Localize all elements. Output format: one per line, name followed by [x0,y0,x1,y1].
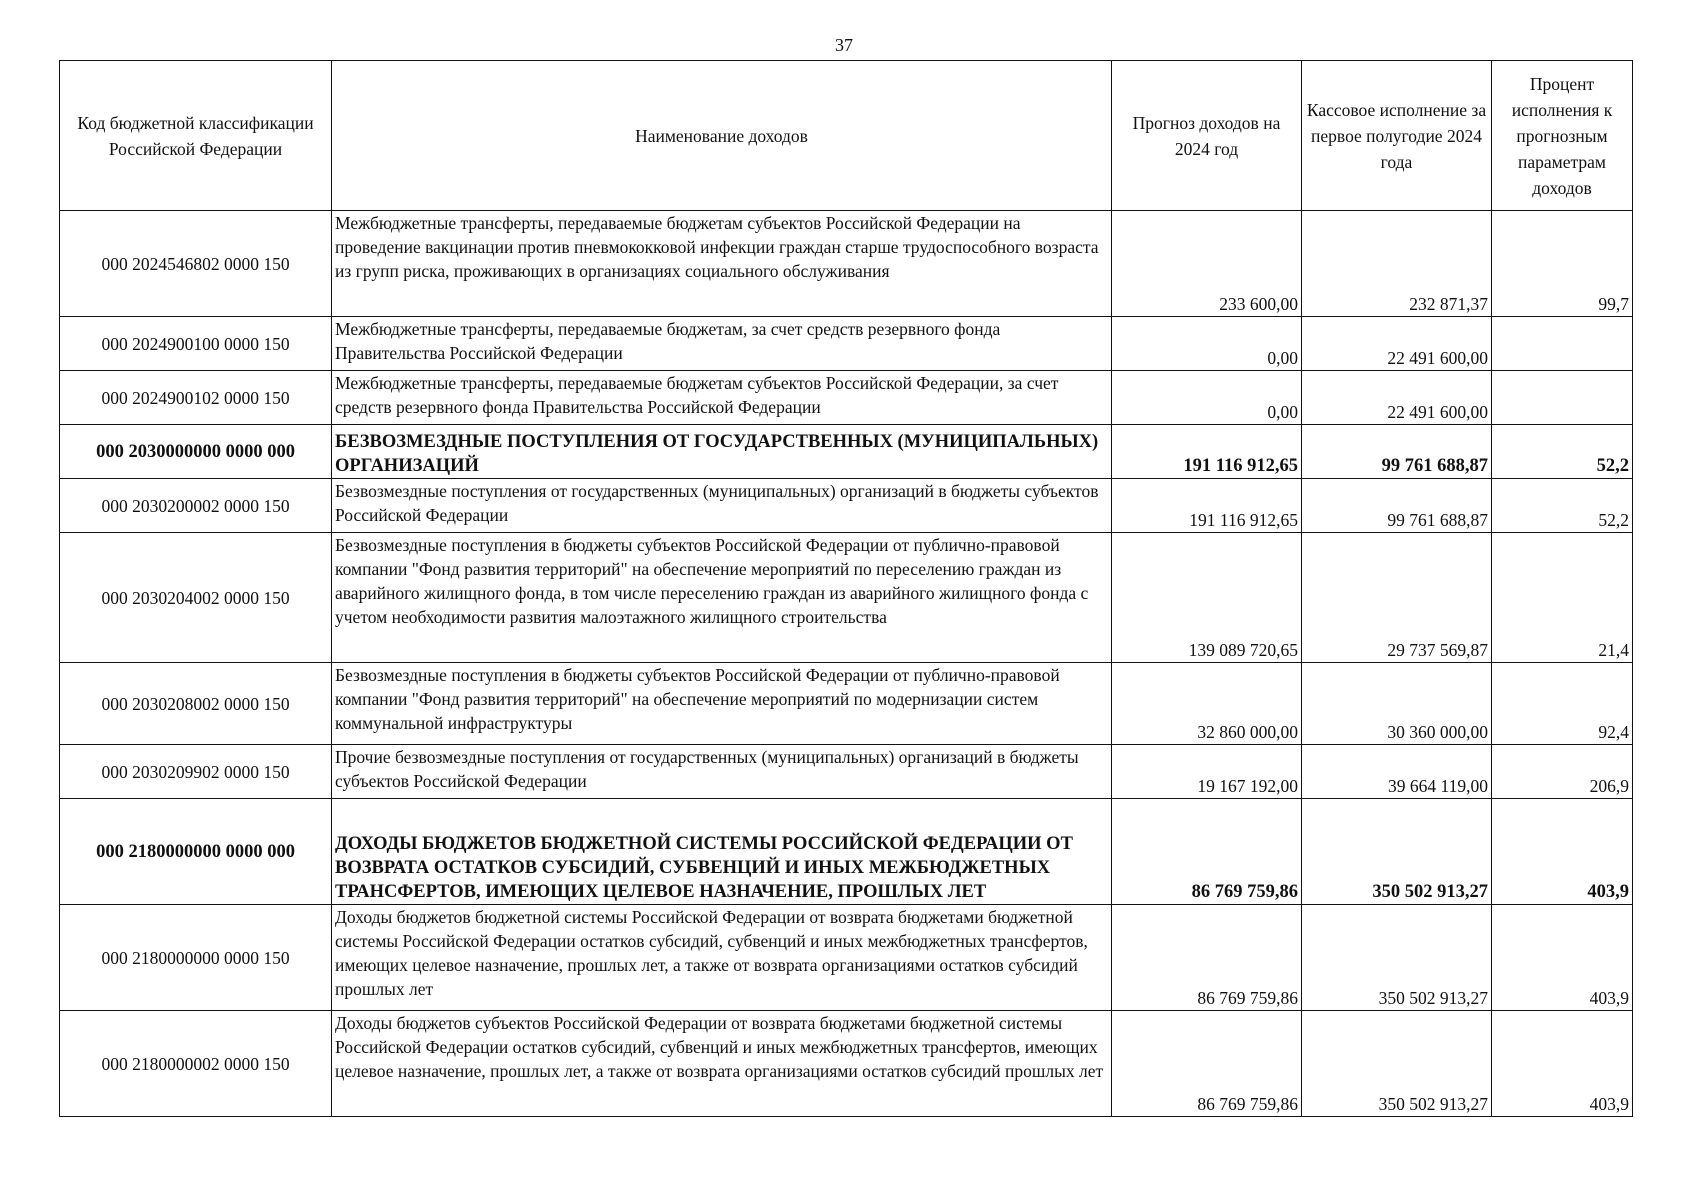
income-name-cell: Безвозмездные поступления в бюджеты субъектов Российской Федерации от публично-правовой компании "Фонд развития территорий" на обеспечение мероприятий по переселению граждан из аварийного жилищного фонда, в том числе переселению граждан из аварийного жилищного фонда с учетом необходимости развития малоэтажного жилищного строительства [332,533,1112,663]
forecast-value-cell: 86 769 759,86 [1112,905,1302,1011]
income-name-cell: Прочие безвозмездные поступления от государственных (муниципальных) организаций в бюджеты субъектов Российской Федерации [332,745,1112,799]
forecast-value-cell: 19 167 192,00 [1112,745,1302,799]
budget-code-cell: 000 2024900100 0000 150 [60,317,332,371]
forecast-value-cell: 191 116 912,65 [1112,425,1302,479]
percent-value-cell: 99,7 [1492,211,1633,317]
execution-value-cell: 232 871,37 [1302,211,1492,317]
execution-value-cell: 99 761 688,87 [1302,479,1492,533]
percent-value-cell: 52,2 [1492,425,1633,479]
percent-value-cell: 403,9 [1492,905,1633,1011]
forecast-value-cell: 191 116 912,65 [1112,479,1302,533]
table-row [60,533,1633,663]
table-row [60,799,1633,905]
budget-code-cell: 000 2024900102 0000 150 [60,371,332,425]
execution-value-cell: 30 360 000,00 [1302,663,1492,745]
table-body [60,211,1633,1117]
execution-value-cell: 29 737 569,87 [1302,533,1492,663]
header-execution: Кассовое исполнение за первое полугодие 2024 года [1302,61,1492,211]
table-header-row [60,61,1633,211]
percent-value-cell: 52,2 [1492,479,1633,533]
percent-value-cell [1492,317,1633,371]
income-name-cell: БЕЗВОЗМЕЗДНЫЕ ПОСТУПЛЕНИЯ ОТ ГОСУДАРСТВЕННЫХ (МУНИЦИПАЛЬНЫХ) ОРГАНИЗАЦИЙ [332,425,1112,479]
execution-value-cell: 350 502 913,27 [1302,799,1492,905]
header-name: Наименование доходов [332,61,1112,211]
table-row [60,479,1633,533]
table-row [60,905,1633,1011]
table-row [60,425,1633,479]
header-percent: Процент исполнения к прогнозным параметрам доходов [1492,61,1633,211]
budget-code-cell: 000 2180000000 0000 000 [60,799,332,905]
budget-code-cell: 000 2024546802 0000 150 [60,211,332,317]
income-name-cell: Безвозмездные поступления от государственных (муниципальных) организаций в бюджеты субъектов Российской Федерации [332,479,1112,533]
budget-code-cell: 000 2030200002 0000 150 [60,479,332,533]
percent-value-cell: 403,9 [1492,799,1633,905]
income-name-cell: Доходы бюджетов бюджетной системы Российской Федерации от возврата бюджетами бюджетной системы Российской Федерации остатков субсидий, субвенций и иных межбюджетных трансфертов, имеющих целевое назначение, прошлых лет, а также от возврата организациями остатков субсидий прошлых лет [332,905,1112,1011]
forecast-value-cell: 0,00 [1112,371,1302,425]
income-name-cell: Межбюджетные трансферты, передаваемые бюджетам, за счет средств резервного фонда Правительства Российской Федерации [332,317,1112,371]
budget-code-cell: 000 2030000000 0000 000 [60,425,332,479]
execution-value-cell: 22 491 600,00 [1302,317,1492,371]
forecast-value-cell: 32 860 000,00 [1112,663,1302,745]
budget-code-cell: 000 2030208002 0000 150 [60,663,332,745]
table-row [60,745,1633,799]
budget-code-cell: 000 2180000000 0000 150 [60,905,332,1011]
income-name-cell: ДОХОДЫ БЮДЖЕТОВ БЮДЖЕТНОЙ СИСТЕМЫ РОССИЙСКОЙ ФЕДЕРАЦИИ ОТ ВОЗВРАТА ОСТАТКОВ СУБСИДИЙ, СУБВЕНЦИЙ И ИНЫХ МЕЖБЮДЖЕТНЫХ ТРАНСФЕРТОВ, ИМЕЮЩИХ ЦЕЛЕВОЕ НАЗНАЧЕНИЕ, ПРОШЛЫХ ЛЕТ [332,799,1112,905]
table-row [60,663,1633,745]
percent-value-cell: 92,4 [1492,663,1633,745]
income-name-cell: Межбюджетные трансферты, передаваемые бюджетам субъектов Российской Федерации на проведение вакцинации против пневмококковой инфекции граждан старше трудоспособного возраста из групп риска, проживающих в организациях социального обслуживания [332,211,1112,317]
income-name-cell: Безвозмездные поступления в бюджеты субъектов Российской Федерации от публично-правовой компании "Фонд развития территорий" на обеспечение мероприятий по модернизации систем коммунальной инфраструктуры [332,663,1112,745]
table-row [60,371,1633,425]
budget-code-cell: 000 2180000002 0000 150 [60,1011,332,1117]
execution-value-cell: 22 491 600,00 [1302,371,1492,425]
table-row [60,1011,1633,1117]
forecast-value-cell: 233 600,00 [1112,211,1302,317]
forecast-value-cell: 86 769 759,86 [1112,1011,1302,1117]
execution-value-cell: 99 761 688,87 [1302,425,1492,479]
forecast-value-cell: 0,00 [1112,317,1302,371]
budget-code-cell: 000 2030209902 0000 150 [60,745,332,799]
income-name-cell: Межбюджетные трансферты, передаваемые бюджетам субъектов Российской Федерации, за счет средств резервного фонда Правительства Российской Федерации [332,371,1112,425]
forecast-value-cell: 86 769 759,86 [1112,799,1302,905]
percent-value-cell: 21,4 [1492,533,1633,663]
header-forecast: Прогноз доходов на 2024 год [1112,61,1302,211]
page-number: 37 [835,35,853,55]
percent-value-cell: 403,9 [1492,1011,1633,1117]
budget-income-table [59,60,1633,1117]
execution-value-cell: 350 502 913,27 [1302,905,1492,1011]
execution-value-cell: 350 502 913,27 [1302,1011,1492,1117]
table-row [60,317,1633,371]
income-name-cell: Доходы бюджетов субъектов Российской Федерации от возврата бюджетами бюджетной системы Российской Федерации остатков субсидий, субвенций и иных межбюджетных трансфертов, имеющих целевое назначение, прошлых лет, а также от возврата организациями остатков субсидий прошлых лет [332,1011,1112,1117]
percent-value-cell: 206,9 [1492,745,1633,799]
budget-code-cell: 000 2030204002 0000 150 [60,533,332,663]
header-code: Код бюджетной классификации Российской Федерации [60,61,332,211]
execution-value-cell: 39 664 119,00 [1302,745,1492,799]
table-row [60,211,1633,317]
forecast-value-cell: 139 089 720,65 [1112,533,1302,663]
percent-value-cell [1492,371,1633,425]
